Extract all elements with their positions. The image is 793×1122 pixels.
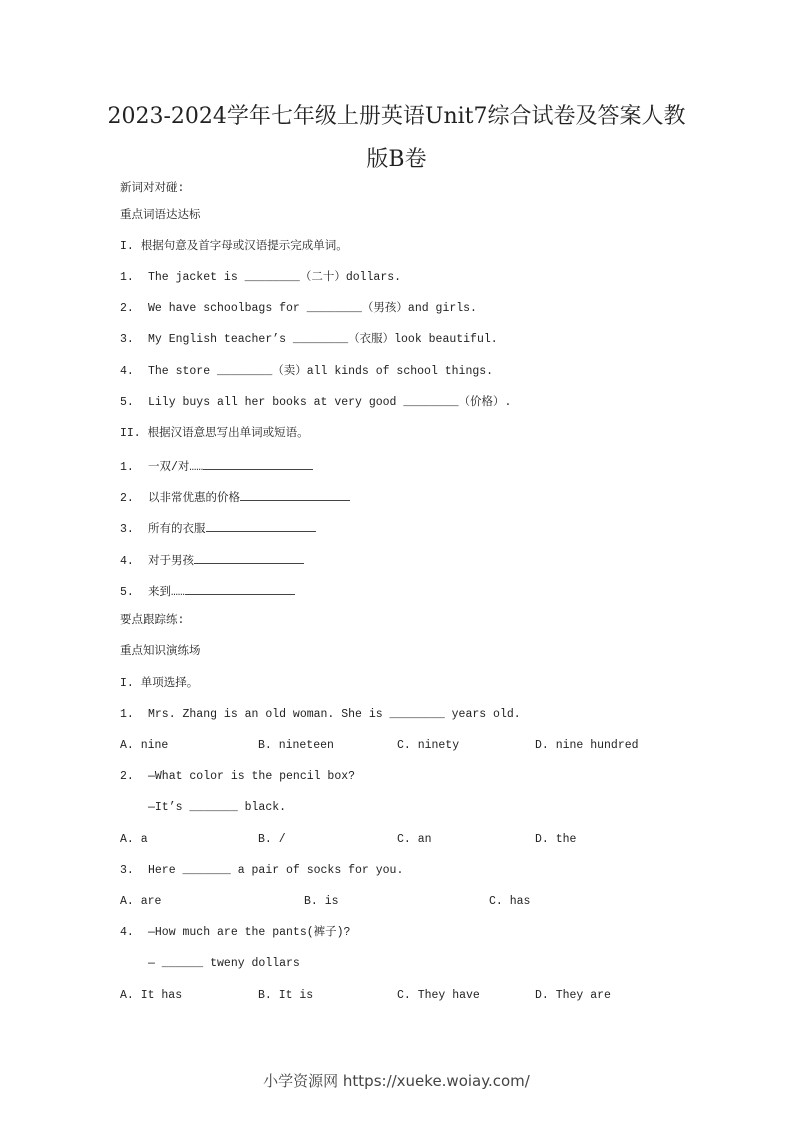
option-c: C. ninety bbox=[397, 739, 460, 752]
question-item bbox=[120, 457, 313, 476]
question-item bbox=[120, 582, 295, 601]
question-text: 来到…… bbox=[148, 586, 185, 599]
question-text: 一双/对…… bbox=[148, 461, 204, 474]
question-text: 以非常优惠的价格 bbox=[148, 492, 240, 505]
answer-blank bbox=[206, 519, 316, 532]
question-text: My English teacher’s ________（衣服）look beautiful. bbox=[148, 333, 498, 346]
answer-blank bbox=[203, 457, 313, 470]
question-number: 1. bbox=[120, 461, 134, 474]
mc-question bbox=[120, 707, 521, 723]
section-heading: 要点跟踪练: bbox=[120, 614, 185, 627]
question-number: 3. bbox=[120, 864, 134, 877]
section-heading: 新词对对碰: bbox=[120, 182, 185, 195]
option-c: C. They have bbox=[397, 989, 480, 1002]
question-number: 4. bbox=[120, 555, 134, 568]
option-a: A. are bbox=[120, 895, 162, 908]
option-b: B. nineteen bbox=[258, 739, 334, 752]
answer-blank bbox=[240, 488, 350, 501]
question-text: Here _______ a pair of socks for you. bbox=[148, 864, 404, 877]
option-b: B. / bbox=[258, 833, 286, 846]
part-instruction: I. 单项选择。 bbox=[120, 677, 199, 690]
question-text-line-2: —It’s _______ black. bbox=[148, 801, 287, 814]
question-text: —How much are the pants(裤子)? bbox=[148, 926, 351, 939]
question-text: Mrs. Zhang is an old woman. She is ________ years old. bbox=[148, 708, 521, 721]
part-instruction: II. 根据汉语意思写出单词或短语。 bbox=[120, 427, 309, 440]
question-number: 1. bbox=[120, 271, 134, 284]
question-number: 5. bbox=[120, 586, 134, 599]
question-item bbox=[120, 364, 493, 380]
question-text: The jacket is ________（二十）dollars. bbox=[148, 271, 402, 284]
question-number: 5. bbox=[120, 396, 134, 409]
question-text: 对于男孩 bbox=[148, 555, 194, 568]
mc-question bbox=[120, 863, 403, 879]
question-item bbox=[120, 395, 511, 411]
option-c: C. an bbox=[397, 833, 432, 846]
option-a: A. a bbox=[120, 833, 148, 846]
option-d: D. They are bbox=[535, 989, 611, 1002]
question-number: 4. bbox=[120, 365, 134, 378]
question-number: 1. bbox=[120, 708, 134, 721]
part-instruction: I. 根据句意及首字母或汉语提示完成单词。 bbox=[120, 240, 348, 253]
option-c: C. has bbox=[489, 895, 531, 908]
document-title-line-1: 2023-2024学年七年级上册英语Unit7综合试卷及答案人教 bbox=[107, 104, 686, 129]
mc-question bbox=[120, 925, 350, 941]
question-item bbox=[120, 519, 316, 538]
question-text: 所有的衣服 bbox=[148, 523, 206, 536]
question-number: 2. bbox=[120, 492, 134, 505]
document-title-line-2: 版B卷 bbox=[366, 147, 427, 172]
footer-watermark: 小学资源网 https://xueke.woiay.com/ bbox=[263, 1072, 530, 1090]
question-item bbox=[120, 301, 477, 317]
question-number: 2. bbox=[120, 302, 134, 315]
option-a: A. nine bbox=[120, 739, 169, 752]
answer-blank bbox=[185, 582, 295, 595]
question-number: 2. bbox=[120, 770, 134, 783]
question-item bbox=[120, 332, 498, 348]
question-text: —What color is the pencil box? bbox=[148, 770, 356, 783]
option-b: B. It is bbox=[258, 989, 314, 1002]
option-b: B. is bbox=[304, 895, 339, 908]
question-number: 3. bbox=[120, 523, 134, 536]
option-a: A. It has bbox=[120, 989, 183, 1002]
mc-question bbox=[120, 769, 355, 785]
question-text: We have schoolbags for ________（男孩）and girls. bbox=[148, 302, 477, 315]
question-item bbox=[120, 488, 350, 507]
question-text: Lily buys all her books at very good ________（价格）. bbox=[148, 396, 512, 409]
question-number: 3. bbox=[120, 333, 134, 346]
option-d: D. the bbox=[535, 833, 577, 846]
section-subheading: 重点词语达达标 bbox=[120, 209, 201, 222]
option-d: D. nine hundred bbox=[535, 739, 639, 752]
answer-blank bbox=[194, 551, 304, 564]
question-item bbox=[120, 551, 304, 570]
question-text-line-2: — ______ tweny dollars bbox=[148, 957, 300, 970]
question-text: The store ________（卖）all kinds of school things. bbox=[148, 365, 494, 378]
question-item bbox=[120, 270, 401, 286]
section-subheading: 重点知识演练场 bbox=[120, 645, 201, 658]
question-number: 4. bbox=[120, 926, 134, 939]
